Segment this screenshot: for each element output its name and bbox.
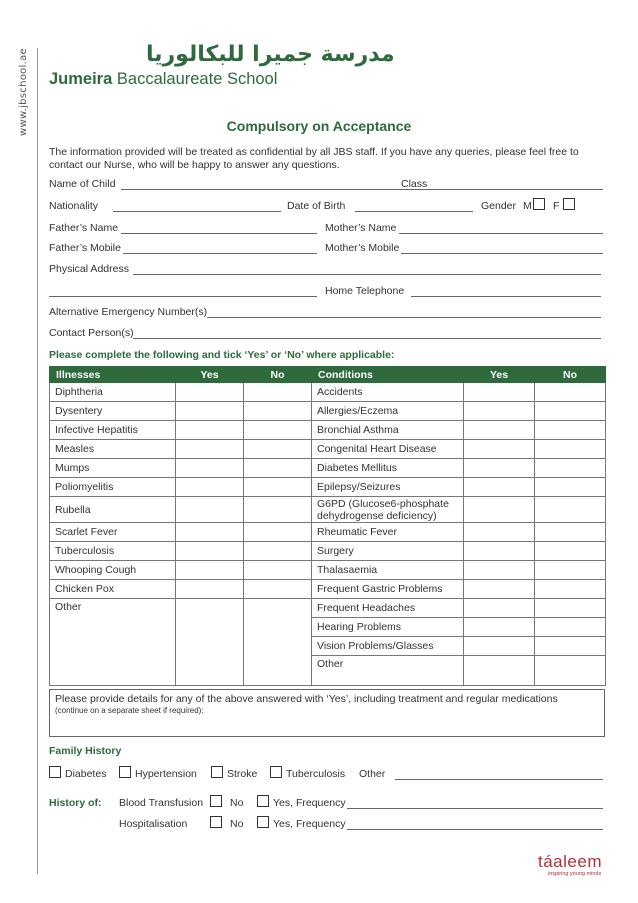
physical-address-input[interactable] — [133, 274, 601, 275]
condition-yes-cell[interactable] — [464, 656, 535, 686]
illness-yes-cell[interactable] — [176, 497, 244, 523]
condition-name: Rheumatic Fever — [312, 523, 464, 542]
illness-no-cell[interactable] — [244, 497, 312, 523]
illness-name: Tuberculosis — [50, 542, 176, 561]
condition-name: Epilepsy/Seizures — [312, 478, 464, 497]
contact-persons-label: Contact Person(s) — [49, 327, 134, 339]
illness-no-cell[interactable] — [244, 440, 312, 459]
illness-yes-cell[interactable] — [176, 459, 244, 478]
condition-other[interactable]: Other — [312, 656, 464, 686]
condition-yes-cell[interactable] — [464, 599, 535, 618]
taaleem-tagline: inspiring young minds — [548, 871, 602, 877]
table-row — [50, 459, 606, 478]
header-illness-no: No — [244, 367, 312, 383]
condition-name: Thalasaemia — [312, 561, 464, 580]
mothers-name-input[interactable] — [399, 233, 603, 234]
table-row — [50, 580, 606, 599]
illness-no-cell[interactable] — [244, 599, 312, 686]
mothers-name-label: Mother’s Name — [325, 222, 397, 234]
illness-name: Infective Hepatitis — [50, 421, 176, 440]
condition-name: Bronchial Asthma — [312, 421, 464, 440]
condition-yes-cell[interactable] — [464, 478, 535, 497]
details-note: (continue on a separate sheet if required): — [55, 706, 204, 715]
hypertension-checkbox[interactable] — [119, 766, 131, 778]
condition-yes-cell[interactable] — [464, 523, 535, 542]
condition-no-cell[interactable] — [535, 599, 606, 618]
history-hospitalisation-row — [49, 818, 605, 832]
condition-no-cell[interactable] — [535, 440, 606, 459]
header-illnesses: Illnesses — [50, 367, 176, 383]
condition-yes-cell[interactable] — [464, 542, 535, 561]
condition-no-cell[interactable] — [535, 542, 606, 561]
family-history-title: Family History — [49, 745, 122, 757]
condition-no-cell[interactable] — [535, 637, 606, 656]
fathers-name-label: Father’s Name — [49, 222, 119, 234]
transfusion-frequency-input[interactable] — [347, 808, 603, 809]
illness-no-cell[interactable] — [244, 561, 312, 580]
nationality-input[interactable] — [113, 211, 281, 212]
illness-no-cell[interactable] — [244, 402, 312, 421]
medical-table — [49, 366, 606, 686]
condition-yes-cell[interactable] — [464, 580, 535, 599]
table-row — [50, 497, 606, 523]
condition-yes-cell[interactable] — [464, 561, 535, 580]
blood-transfusion-label: Blood Transfusion — [119, 797, 204, 809]
hospitalisation-no-label: No — [230, 818, 244, 830]
gender-f-label: F — [553, 200, 560, 212]
illness-no-cell[interactable] — [244, 478, 312, 497]
table-row — [50, 421, 606, 440]
illness-yes-cell[interactable] — [176, 402, 244, 421]
illness-yes-cell[interactable] — [176, 542, 244, 561]
logo-arabic: مدرسة جميرا للبكالوريا — [146, 42, 395, 67]
hospitalisation-no-checkbox[interactable] — [210, 816, 222, 828]
address-line-2-input[interactable] — [49, 296, 317, 297]
transfusion-no-checkbox[interactable] — [210, 795, 222, 807]
condition-no-cell[interactable] — [535, 656, 606, 686]
condition-name: Frequent Gastric Problems — [312, 580, 464, 599]
mothers-mobile-input[interactable] — [401, 253, 603, 254]
row-home-telephone — [49, 285, 605, 299]
illness-name: Dysentery — [50, 402, 176, 421]
condition-name: Accidents — [312, 383, 464, 402]
illness-name: Poliomyelitis — [50, 478, 176, 497]
illness-name: Rubella — [50, 497, 176, 523]
dob-label: Date of Birth — [287, 200, 346, 212]
condition-no-cell[interactable] — [535, 580, 606, 599]
header-condition-yes: Yes — [464, 367, 535, 383]
details-prompt: Please provide details for any of the above answered with ‘Yes’, including treatment and regular medications — [55, 693, 558, 705]
side-divider — [37, 48, 38, 874]
gender-m-label: M — [523, 200, 532, 212]
history-transfusion-row — [49, 797, 605, 811]
transfusion-no-label: No — [230, 797, 244, 809]
row-name-class — [49, 178, 605, 192]
condition-yes-cell[interactable] — [464, 618, 535, 637]
illness-name: Whooping Cough — [50, 561, 176, 580]
gender-label: Gender — [481, 200, 517, 212]
page-title: Compulsory on Acceptance — [226, 118, 412, 134]
condition-yes-cell[interactable] — [464, 637, 535, 656]
logo-english — [49, 70, 277, 89]
table-header-row — [50, 367, 606, 383]
mothers-mobile-label: Mother’s Mobile — [325, 242, 400, 254]
condition-name: Vision Problems/Glasses — [312, 637, 464, 656]
row-parent-mobiles — [49, 242, 605, 256]
condition-name: G6PD (Glucose6-phosphate dehydrogense deficiency) — [312, 497, 464, 523]
physical-address-label: Physical Address — [49, 263, 129, 275]
illness-name: Diphtheria — [50, 383, 176, 402]
illness-name: Scarlet Fever — [50, 523, 176, 542]
taaleem-logo: táaleem — [538, 852, 602, 871]
details-box[interactable] — [49, 689, 605, 737]
fathers-mobile-input[interactable] — [123, 253, 317, 254]
table-row — [50, 440, 606, 459]
illness-yes-cell[interactable] — [176, 561, 244, 580]
alt-emergency-label: Alternative Emergency Number(s) — [49, 306, 208, 318]
table-row — [50, 383, 606, 402]
name-of-child-label: Name of Child — [49, 178, 116, 190]
header-illness-yes: Yes — [176, 367, 244, 383]
condition-no-cell[interactable] — [535, 402, 606, 421]
condition-yes-cell[interactable] — [464, 459, 535, 478]
fathers-mobile-label: Father’s Mobile — [49, 242, 121, 254]
illness-yes-cell[interactable] — [176, 599, 244, 686]
diabetes-checkbox[interactable] — [49, 766, 61, 778]
table-row — [50, 402, 606, 421]
tuberculosis-label: Tuberculosis — [286, 768, 346, 780]
illness-name: Chicken Pox — [50, 580, 176, 599]
condition-no-cell[interactable] — [535, 478, 606, 497]
table-row — [50, 523, 606, 542]
illness-no-cell[interactable] — [244, 383, 312, 402]
illness-name: Measles — [50, 440, 176, 459]
table-row — [50, 542, 606, 561]
contact-persons-input[interactable] — [133, 338, 601, 339]
condition-yes-cell[interactable] — [464, 440, 535, 459]
condition-yes-cell[interactable] — [464, 402, 535, 421]
illness-no-cell[interactable] — [244, 421, 312, 440]
name-of-child-input[interactable] — [121, 189, 439, 190]
logo-english-bold: Jumeira — [49, 70, 113, 88]
nationality-label: Nationality — [49, 200, 99, 212]
condition-name: Frequent Headaches — [312, 599, 464, 618]
fathers-name-input[interactable] — [121, 233, 317, 234]
hospitalisation-frequency-input[interactable] — [347, 829, 603, 830]
website-url: www.jbschool.ae — [18, 48, 29, 136]
illness-yes-cell[interactable] — [176, 421, 244, 440]
condition-no-cell[interactable] — [535, 383, 606, 402]
transfusion-yes-label: Yes, Frequency — [273, 797, 346, 809]
history-of-label: History of: — [49, 797, 102, 809]
family-other-label: Other — [359, 768, 386, 780]
illness-no-cell[interactable] — [244, 523, 312, 542]
illness-no-cell[interactable] — [244, 459, 312, 478]
class-label: Class — [401, 178, 428, 190]
hospitalisation-label: Hospitalisation — [119, 818, 188, 830]
condition-no-cell[interactable] — [535, 459, 606, 478]
condition-name: Diabetes Mellitus — [312, 459, 464, 478]
row-alt-emergency — [49, 306, 605, 320]
illness-no-cell[interactable] — [244, 580, 312, 599]
condition-no-cell[interactable] — [535, 523, 606, 542]
row-address — [49, 263, 605, 277]
table-row — [50, 478, 606, 497]
illness-yes-cell[interactable] — [176, 383, 244, 402]
illness-yes-cell[interactable] — [176, 523, 244, 542]
condition-name: Hearing Problems — [312, 618, 464, 637]
condition-no-cell[interactable] — [535, 561, 606, 580]
header-condition-no: No — [535, 367, 606, 383]
illness-name: Mumps — [50, 459, 176, 478]
row-parent-names — [49, 222, 605, 236]
condition-no-cell[interactable] — [535, 421, 606, 440]
diabetes-label: Diabetes — [65, 768, 107, 780]
table-row — [50, 561, 606, 580]
home-telephone-input[interactable] — [411, 296, 601, 297]
illness-other[interactable]: Other — [50, 599, 176, 686]
tuberculosis-checkbox[interactable] — [270, 766, 282, 778]
condition-yes-cell[interactable] — [464, 497, 535, 523]
home-telephone-label: Home Telephone — [325, 285, 405, 297]
illness-yes-cell[interactable] — [176, 440, 244, 459]
condition-yes-cell[interactable] — [464, 383, 535, 402]
class-input[interactable] — [431, 189, 603, 190]
logo-english-rest: Baccalaureate School — [112, 70, 278, 88]
table-row — [50, 599, 606, 618]
hypertension-label: Hypertension — [135, 768, 197, 780]
intro-text: The information provided will be treated as confidential by all JBS staff. If you have any queries, please feel free to contact our Nurse, who will be happy to answer any questions. — [49, 146, 579, 171]
condition-no-cell[interactable] — [535, 497, 606, 523]
illness-no-cell[interactable] — [244, 542, 312, 561]
hospitalisation-yes-label: Yes, Frequency — [273, 818, 346, 830]
gender-m-checkbox[interactable] — [533, 198, 545, 210]
header-conditions: Conditions — [312, 367, 464, 383]
family-history-row — [49, 768, 605, 782]
hospitalisation-yes-checkbox[interactable] — [257, 816, 269, 828]
condition-yes-cell[interactable] — [464, 421, 535, 440]
illness-yes-cell[interactable] — [176, 478, 244, 497]
stroke-label: Stroke — [227, 768, 258, 780]
dob-input[interactable] — [355, 211, 473, 212]
stroke-checkbox[interactable] — [211, 766, 223, 778]
family-other-input[interactable] — [395, 779, 603, 780]
condition-name: Congenital Heart Disease — [312, 440, 464, 459]
condition-no-cell[interactable] — [535, 618, 606, 637]
table-body — [50, 383, 606, 686]
transfusion-yes-checkbox[interactable] — [257, 795, 269, 807]
condition-name: Surgery — [312, 542, 464, 561]
condition-name: Allergies/Eczema — [312, 402, 464, 421]
illness-yes-cell[interactable] — [176, 580, 244, 599]
table-instruction: Please complete the following and tick ‘Yes’ or ‘No’ where applicable: — [49, 349, 395, 361]
row-nationality — [49, 200, 605, 214]
gender-f-checkbox[interactable] — [563, 198, 575, 210]
alt-emergency-input[interactable] — [207, 317, 601, 318]
row-contact-persons — [49, 327, 605, 341]
